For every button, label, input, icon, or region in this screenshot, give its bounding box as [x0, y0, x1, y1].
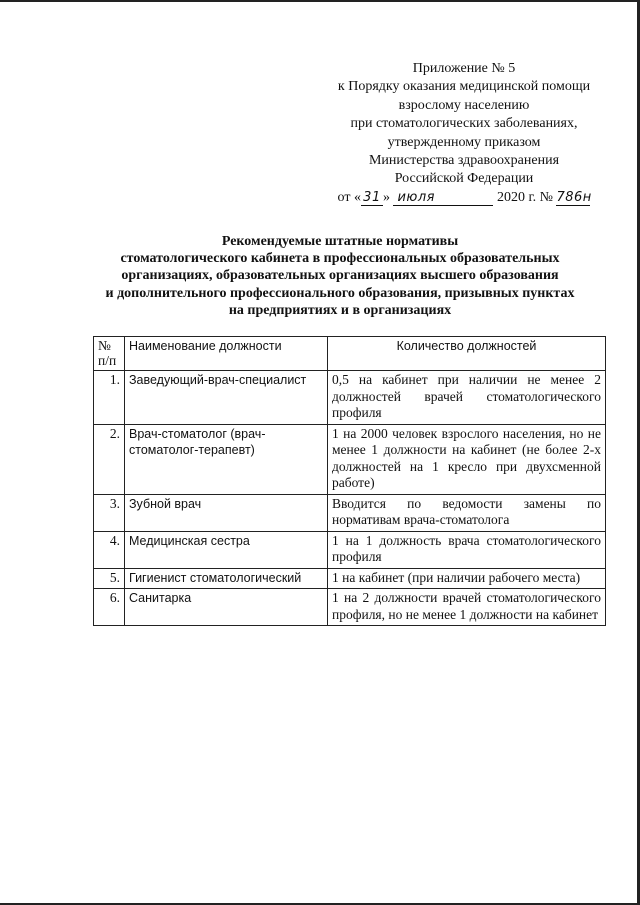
order-date-line — [300, 189, 628, 207]
row-num: 2. — [94, 424, 125, 494]
header-num: № п/п — [94, 337, 125, 371]
appendix-header — [300, 60, 628, 207]
header-qty: Количество должностей — [328, 337, 606, 371]
row-num: 5. — [94, 568, 125, 589]
table-row — [94, 531, 606, 568]
row-quantity: 1 на 2 должности врачей стоматологического профиля, но не менее 1 должности на кабинет — [328, 589, 606, 626]
appendix-line: утвержденному приказом — [387, 134, 541, 150]
appendix-line: Министерства здравоохранения — [368, 153, 560, 169]
row-position: Медицинская сестра — [125, 531, 328, 568]
row-num: 1. — [94, 371, 125, 425]
title-line: на предприятиях и в организациях — [228, 302, 452, 318]
appendix-number: Приложение № 5 — [412, 61, 516, 76]
title-line: стоматологического кабинета в профессиональных образовательных — [120, 251, 560, 267]
title-line: и дополнительного профессионального образования, призывных пунктах — [105, 285, 575, 301]
table-row — [94, 371, 606, 425]
row-position: Зубной врач — [125, 494, 328, 531]
handwritten-order-number: 786н — [556, 189, 592, 205]
header-name: Наименование должности — [125, 337, 328, 371]
handwritten-month: июля — [393, 191, 493, 206]
table-row — [94, 568, 606, 589]
scan-border-top — [0, 0, 640, 2]
date-year: 2020 г. № — [496, 189, 553, 205]
row-quantity: 1 на кабинет (при наличии рабочего места) — [328, 568, 606, 589]
row-position: Врач-стоматолог (врач-стоматолог-терапевт) — [125, 424, 328, 494]
table-header-row — [94, 337, 606, 371]
document-title — [60, 233, 620, 319]
title-line: организациях, образовательных организациях высшего образования — [121, 268, 559, 284]
handwritten-day: 31 — [361, 191, 383, 206]
row-num: 6. — [94, 589, 125, 626]
row-position: Заведующий-врач-специалист — [125, 371, 328, 425]
appendix-line: к Порядку оказания медицинской помощи — [337, 79, 591, 95]
row-quantity: Вводится по ведомости замены по нормативам врача-стоматолога — [328, 494, 606, 531]
row-quantity: 0,5 на кабинет при наличии не менее 2 должностей врачей стоматологического профиля — [328, 371, 606, 425]
row-quantity: 1 на 1 должность врача стоматологического профиля — [328, 531, 606, 568]
staffing-table — [93, 336, 606, 626]
row-position: Гигиенист стоматологический — [125, 568, 328, 589]
table-row — [94, 424, 606, 494]
row-quantity: 1 на 2000 человек взрослого населения, но не менее 1 должности на кабинет (не более 2-х должностей на 1 кресло при двухсменной работе) — [328, 424, 606, 494]
row-num: 4. — [94, 531, 125, 568]
table-row — [94, 589, 606, 626]
title-line: Рекомендуемые штатные нормативы — [221, 234, 459, 249]
appendix-line: Российской Федерации — [394, 171, 534, 187]
appendix-line: при стоматологических заболеваниях, — [350, 116, 578, 132]
table-row — [94, 494, 606, 531]
appendix-line: взрослому населению — [398, 97, 530, 113]
row-position: Санитарка — [125, 589, 328, 626]
date-mid: » — [382, 189, 390, 205]
date-prefix: от « — [337, 189, 361, 205]
row-num: 3. — [94, 494, 125, 531]
